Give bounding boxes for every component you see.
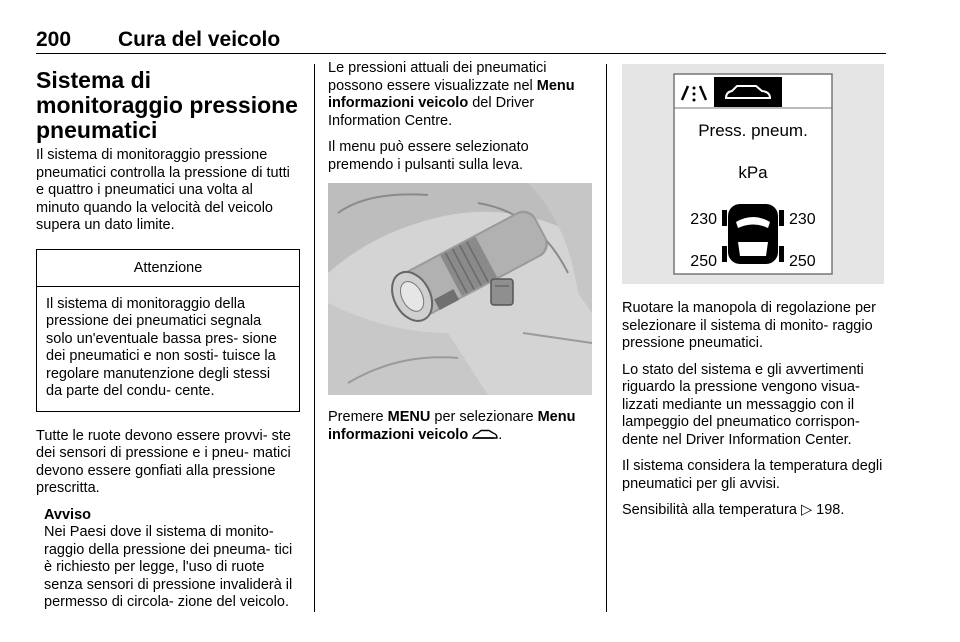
column-1 <box>36 60 300 612</box>
column-divider-2 <box>606 64 607 612</box>
tire-pressure-display <box>622 64 884 284</box>
steering-lever-illustration <box>328 183 592 395</box>
display-title: Press. pneum. <box>698 121 808 140</box>
menu-text-start: Premere <box>328 409 384 425</box>
notice-body: Nei Paesi dove il sistema di monito- raggio della pressione dei pneuma- tici è richiesto per legge, l'uso di ruote senza sensori di pressione invaliderà il permesso di circola- zione del veicolo. <box>44 524 293 610</box>
sensors-paragraph: Tutte le ruote devono essere provvi- ste dei sensori di pressione e i pneu- matici devono essere gonfiati alla pressione prescritta. <box>36 427 291 496</box>
car-top-view-icon <box>722 204 784 264</box>
dial-paragraph: Ruotare la manopola di regolazione per selezionare il sistema di monito- raggio pressione pneumatici. <box>622 300 876 351</box>
header-rule <box>36 53 886 54</box>
display-paragraph <box>328 60 593 130</box>
notice-title: Avviso <box>44 506 92 523</box>
lever-paragraph: Il menu può essere selezionato premendo i pulsanti sulla leva. <box>328 139 529 173</box>
notice-block <box>36 507 300 612</box>
reference-arrow-icon: ▷ <box>800 502 813 518</box>
section-title: Sistema di monitoraggio pressione pneumatici <box>36 67 298 143</box>
car-icon <box>472 429 498 441</box>
page-number: 200 <box>36 28 72 51</box>
reference-text: Sensibilità alla temperatura <box>622 502 797 518</box>
menu-text-end: . <box>498 426 503 443</box>
display-text: Le pressioni attuali dei pneumatici possono essere visualizzate nel <box>328 60 547 94</box>
tire-front-right: 230 <box>789 211 816 228</box>
column-3 <box>622 60 888 529</box>
tire-front-left: 230 <box>690 211 717 228</box>
menu-key: MENU <box>387 409 431 425</box>
page-header <box>36 28 886 52</box>
attention-heading: Attenzione <box>37 250 299 287</box>
column-2 <box>328 60 593 453</box>
reference-page[interactable]: 198. <box>816 502 845 518</box>
status-paragraph: Lo stato del sistema e gli avvertimenti riguardo la pressione vengono visua- lizzati mediante un messaggio con il lampeggio del pneumatico corrispon- dente nel Driver Information Center. <box>622 361 864 448</box>
temperature-paragraph: Il sistema considera la temperatura degli pneumatici per gli avvisi. <box>622 458 883 492</box>
intro-paragraph: Il sistema di monitoraggio pressione pneumatici controlla la pressione di tutti e quattro i pneumatici una volta al minuto quando la velocità del veicolo supera un dato limite. <box>36 147 290 233</box>
display-unit: kPa <box>738 163 768 182</box>
attention-body: Il sistema di monitoraggio della pressione dei pneumatici segnala solo un'eventuale bassa pres- sione dei pneumatici e non sosti- tuisce la regolare manutenzione degli stessi da parte del condu- cente. <box>46 295 277 399</box>
tire-rear-right: 250 <box>789 253 816 270</box>
display-text-end: del Driver Information Centre. <box>328 95 535 129</box>
tire-rear-left: 250 <box>690 253 717 270</box>
menu-paragraph <box>328 409 593 444</box>
chapter-title: Cura del veicolo <box>118 28 281 51</box>
menu-label-2: Menu informazioni veicolo <box>328 409 576 443</box>
column-divider-1 <box>314 64 315 612</box>
reference-paragraph <box>622 502 888 520</box>
menu-label: Menu informazioni veicolo <box>328 77 575 111</box>
menu-text-mid: per selezionare <box>434 409 534 425</box>
attention-box <box>36 249 300 412</box>
